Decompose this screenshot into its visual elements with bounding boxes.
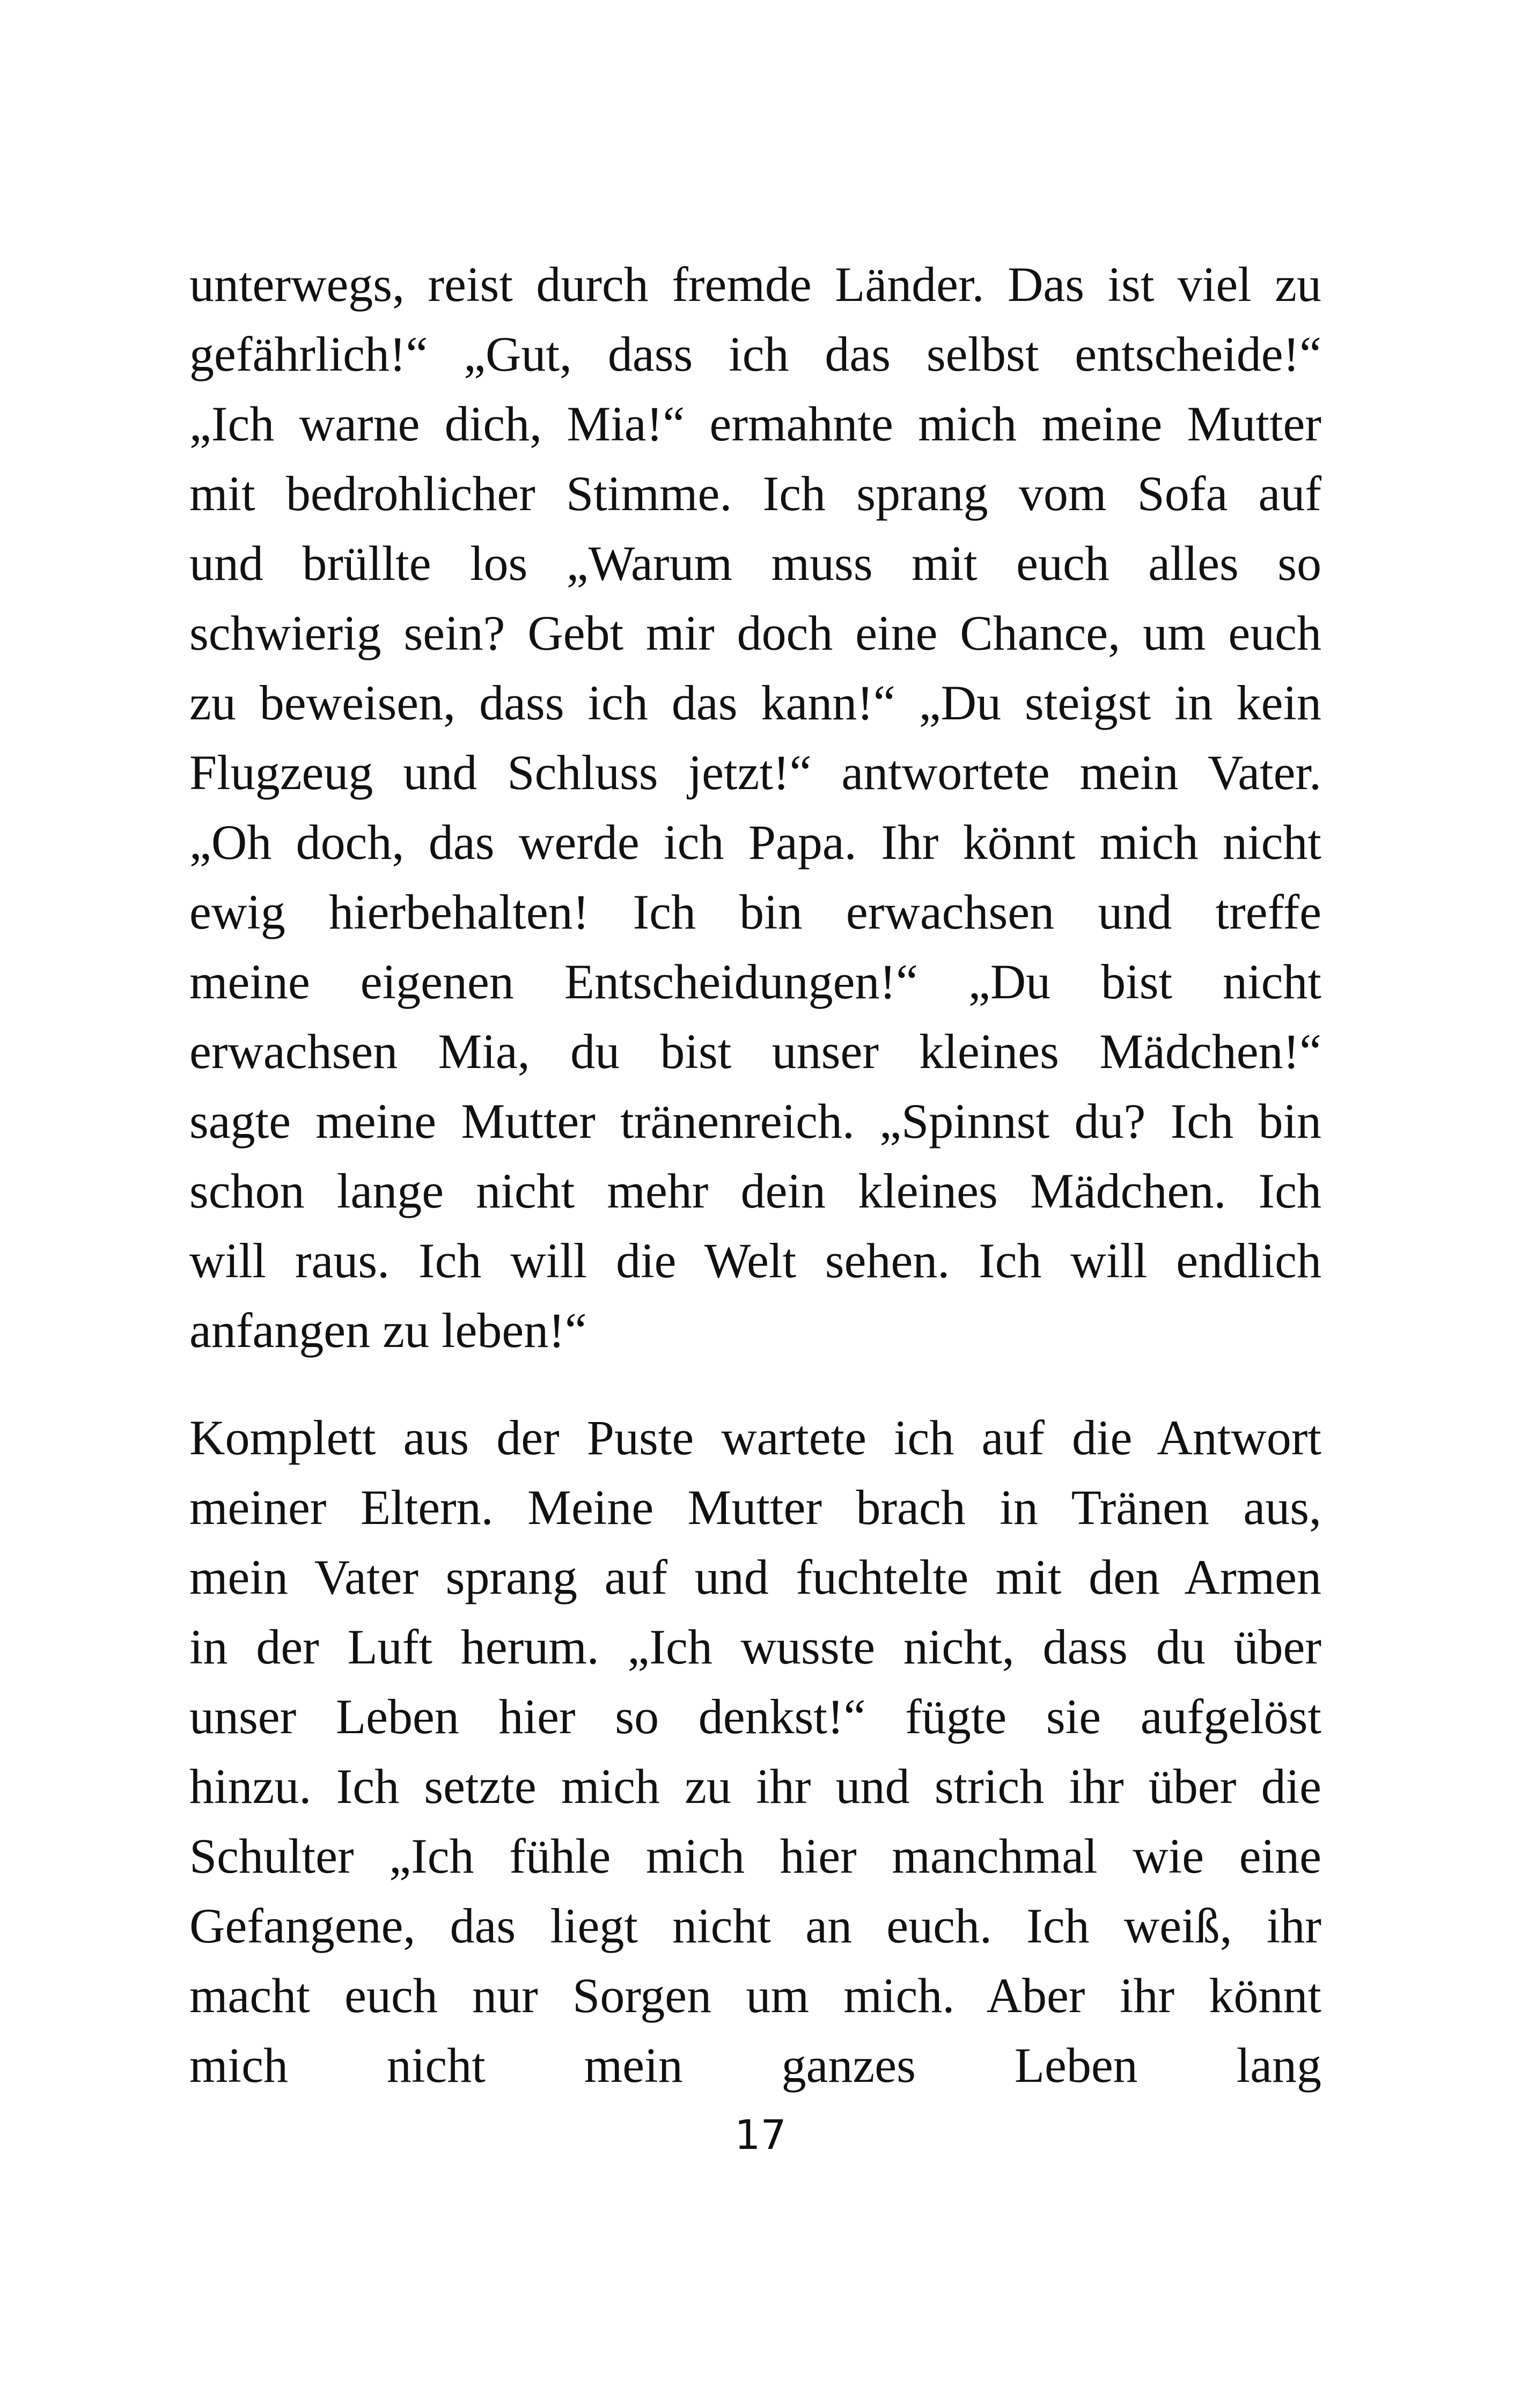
text-line: macht euch nur Sorgen um mich. Aber ihr könnt [189,1968,1321,2023]
text-line: mich nicht mein ganzes Leben lang [189,2038,1321,2093]
text-line: hinzu. Ich setzte mich zu ihr und strich ihr über die [189,1759,1321,1814]
text-line: „Ich warne dich, Mia!“ ermahnte mich meine Mutter [189,396,1321,451]
text-line: will raus. Ich will die Welt sehen. Ich will endlich [189,1233,1321,1288]
text-line: Gefangene, das liegt nicht an euch. Ich weiß, ihr [189,1898,1321,1953]
text-line: Schulter „Ich fühle mich hier manchmal wie eine [189,1829,1321,1883]
page-number: 17 [734,2111,787,2159]
text-line: Komplett aus der Puste wartete ich auf die Antwort [189,1410,1321,1465]
text-line: „Oh doch, das werde ich Papa. Ihr könnt mich nicht [189,815,1321,870]
text-line: schwierig sein? Gebt mir doch eine Chance, um euch [189,606,1321,660]
paragraph-2 [189,1403,1321,2100]
text-line: anfangen zu leben!“ [189,1303,587,1358]
text-line: in der Luft herum. „Ich wusste nicht, dass du über [189,1619,1321,1674]
paragraph-1 [189,249,1321,1365]
text-line: erwachsen Mia, du bist unser kleines Mädchen!“ [189,1024,1321,1079]
text-line: sagte meine Mutter tränenreich. „Spinnst du? Ich bin [189,1094,1321,1148]
text-line: meine eigenen Entscheidungen!“ „Du bist nicht [189,954,1321,1009]
text-line: gefährlich!“ „Gut, dass ich das selbst entscheide!“ [189,327,1321,381]
text-line: unterwegs, reist durch fremde Länder. Das ist viel zu [189,257,1321,312]
text-line: Flugzeug und Schluss jetzt!“ antwortete mein Vater. [189,745,1321,800]
text-line: mit bedrohlicher Stimme. Ich sprang vom Sofa auf [189,466,1321,521]
text-line: meiner Eltern. Meine Mutter brach in Tränen aus, [189,1480,1321,1535]
text-line: ewig hierbehalten! Ich bin erwachsen und treffe [189,885,1321,939]
text-line: unser Leben hier so denkst!“ fügte sie aufgelöst [189,1689,1321,1744]
text-line: schon lange nicht mehr dein kleines Mädchen. Ich [189,1164,1321,1218]
text-line: mein Vater sprang auf und fuchtelte mit den Armen [189,1550,1321,1604]
text-line: zu beweisen, dass ich das kann!“ „Du steigst in kein [189,675,1321,730]
text-line: und brüllte los „Warum muss mit euch alles so [189,536,1321,591]
